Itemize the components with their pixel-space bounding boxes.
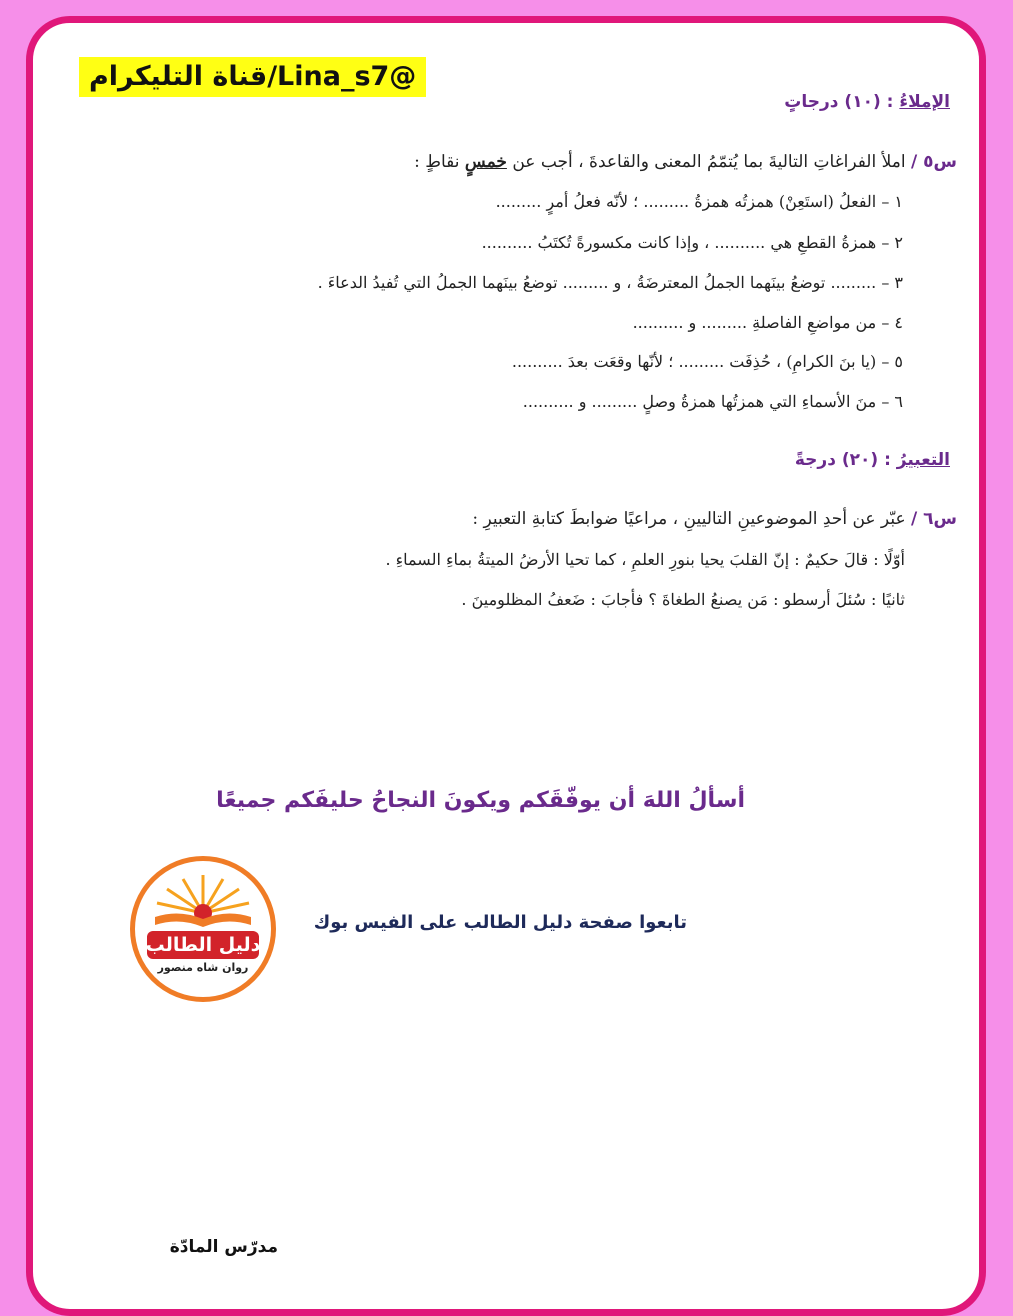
- open-book-sunrise-icon: [135, 861, 271, 997]
- tabeer-marks: : (٢٠) درجةً: [794, 450, 891, 470]
- question-6-number: س٦ /: [911, 509, 957, 529]
- logo-subtitle: روان شاه منصور: [157, 961, 249, 974]
- question-6: [472, 509, 957, 529]
- imla-item-5: ٥ – (يا بنَ الكرامِ) ، حُذِفَت ......... ؛ لأنّها وقعَت بعدَ ..........: [511, 352, 903, 371]
- question-5-number: س٥ /: [911, 152, 957, 172]
- follow-facebook-text: تابعوا صفحة دليل الطالب على الفيس بوك: [313, 912, 687, 933]
- imla-item-2: ٢ – همزةُ القطعِ هي .......... ، وإذا كانت مكسورةً تُكتَبُ ..........: [481, 233, 903, 252]
- question-5-text-before: املأ الفراغاتِ التاليةَ بما يُتمّمُ المعنى والقاعدةَ ، أجب عن: [512, 152, 906, 172]
- imla-title: الإملاءُ: [899, 92, 950, 112]
- imla-section-header: [784, 92, 950, 112]
- page-frame: [26, 16, 986, 1316]
- imla-item-6: ٦ – منَ الأسماءِ التي همزتُها همزةُ وصلٍ ......... و ..........: [522, 392, 903, 411]
- imla-item-1: ١ – الفعلُ (استَعِنْ) همزتُه همزةُ ......... ؛ لأنّه فعلُ أمرٍ .........: [495, 192, 903, 211]
- telegram-channel-banner: قناة التليكرام/Lina_s7@: [79, 57, 426, 97]
- imla-item-3: ٣ – ......... توضعُ بينَهما الجملُ المعترضَةُ ، و ......... توضعُ بينَهما الجملُ التي تُفيدُ الدعاءَ .: [317, 273, 903, 292]
- imla-marks: : (١٠) درجاتٍ: [784, 92, 894, 112]
- student-guide-logo: [130, 856, 276, 1002]
- question-5: [414, 152, 957, 172]
- tabeer-topic-2: ثانيًا : سُئلَ أرسطو : مَن يصنعُ الطغاةَ ؟ فأجابَ : ضَعفُ المظلومينَ .: [461, 590, 905, 609]
- imla-item-4: ٤ – من مواضعِ الفاصلةِ ......... و ..........: [632, 313, 903, 332]
- question-5-emphasis: خمسٍ: [464, 152, 507, 172]
- tabeer-title: التعبيرُ: [896, 450, 950, 470]
- subject-teacher-label: مدرّس المادّة: [169, 1237, 278, 1257]
- logo-title: دليل الطالب: [145, 934, 261, 956]
- tabeer-section-header: [795, 450, 950, 470]
- question-6-text: عبّر عن أحدِ الموضوعينِ التاليينِ ، مراعيًا ضوابطَ كتابةِ التعبيرِ :: [472, 509, 906, 529]
- closing-wish: أسألُ اللهَ أن يوفّقَكم ويكونَ النجاحُ حليفَكم جميعًا: [216, 788, 745, 813]
- question-5-text-after: نقاطٍ :: [414, 152, 460, 172]
- tabeer-topic-1: أوّلًا : قالَ حكيمٌ : إنّ القلبَ يحيا بنورِ العلمِ ، كما تحيا الأرضُ الميتةُ بماءِ السماءِ .: [385, 550, 905, 569]
